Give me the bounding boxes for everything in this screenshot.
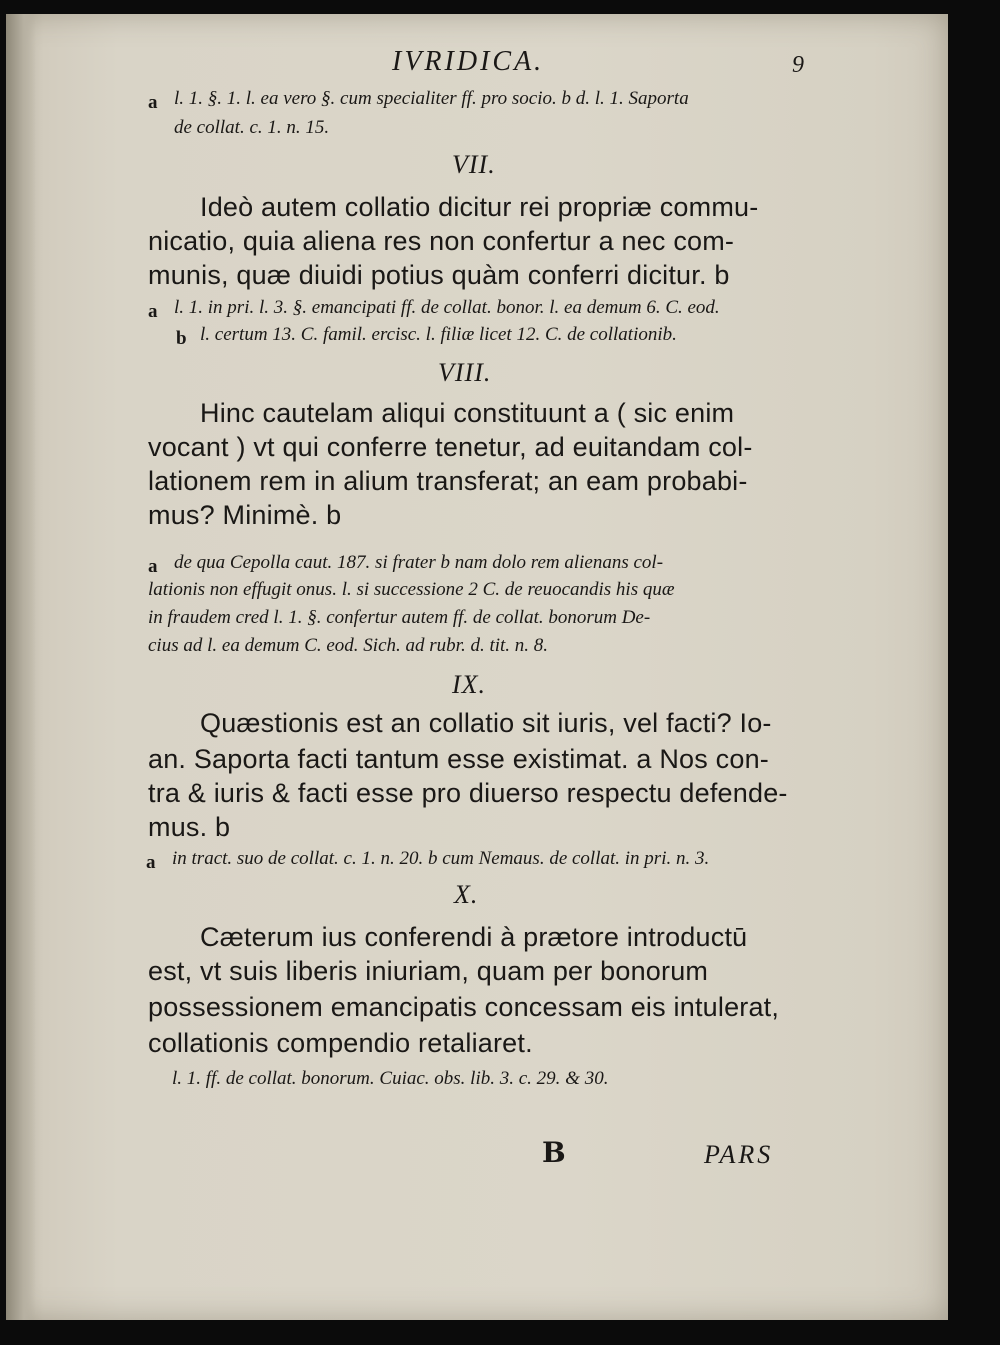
catchword: PARS	[704, 1140, 774, 1169]
note-mark: b	[176, 328, 187, 349]
note-line: l. 1. ff. de collat. bonorum. Cuiac. obs. lib. 3. c. 29. & 30.	[172, 1068, 609, 1089]
note-line: l. 1. §. 1. l. ea vero §. cum specialiter ff. pro socio. b d. l. 1. Saporta	[174, 88, 689, 109]
text-line: possessionem emancipatis concessam eis intulerat,	[148, 992, 780, 1022]
page-number: 9	[792, 52, 807, 78]
text-line: lationem rem in alium transferat; an eam probabi-	[148, 466, 748, 496]
note-mark: a	[148, 556, 158, 577]
section-heading: VII.	[452, 150, 496, 179]
text-line: an. Saporta facti tantum esse existimat. a Nos con-	[148, 744, 769, 774]
note-mark: a	[148, 92, 158, 113]
note-line: in fraudem cred l. 1. §. confertur autem ff. de collat. bonorum De-	[148, 607, 651, 628]
note-line: lationis non effugit onus. l. si successione 2 C. de reuocandis his quæ	[148, 579, 675, 600]
note-line: cius ad l. ea demum C. eod. Sich. ad rubr. d. tit. n. 8.	[148, 635, 549, 656]
note-line: l. 1. in pri. l. 3. §. emancipati ff. de collat. bonor. l. ea demum 6. C. eod.	[174, 297, 720, 318]
note-line: l. certum 13. C. famil. ercisc. l. filiæ licet 12. C. de collationib.	[200, 324, 677, 345]
text-line: tra & iuris & facti esse pro diuerso respectu defende-	[148, 778, 788, 808]
note-mark: a	[146, 852, 156, 873]
note-line: in tract. suo de collat. c. 1. n. 20. b cum Nemaus. de collat. in pri. n. 3.	[172, 848, 710, 869]
note-line: de collat. c. 1. n. 15.	[174, 117, 330, 138]
text-line: mus. b	[148, 812, 231, 842]
text-line: collationis compendio retaliaret.	[148, 1028, 533, 1058]
text-line: munis, quæ diuidi potius quàm conferri dicitur. b	[148, 260, 730, 290]
text-line: nicatio, quia aliena res non confertur a nec com-	[148, 226, 735, 256]
text-line: Ideò autem collatio dicitur rei propriæ commu-	[200, 192, 759, 222]
text-line: Hinc cautelam aliqui constituunt a ( sic enim	[200, 398, 735, 428]
text-line: Cæterum ius conferendi à prætore introductū	[200, 922, 748, 952]
signature-mark: B	[542, 1136, 566, 1169]
note-line: de qua Cepolla caut. 187. si frater b nam dolo rem alienans col-	[174, 552, 664, 573]
running-title: IVRIDICA.	[392, 46, 545, 77]
text-line: vocant ) vt qui conferre tenetur, ad euitandam col-	[148, 432, 753, 462]
text-line: mus? Minimè. b	[148, 500, 342, 530]
section-heading: IX.	[452, 670, 487, 699]
text-line: est, vt suis liberis iniuriam, quam per bonorum	[148, 956, 709, 986]
section-heading: VIII.	[438, 358, 492, 387]
text-line: Quæstionis est an collatio sit iuris, vel facti? Io-	[200, 708, 772, 738]
note-mark: a	[148, 301, 158, 322]
section-heading: X.	[454, 880, 479, 909]
